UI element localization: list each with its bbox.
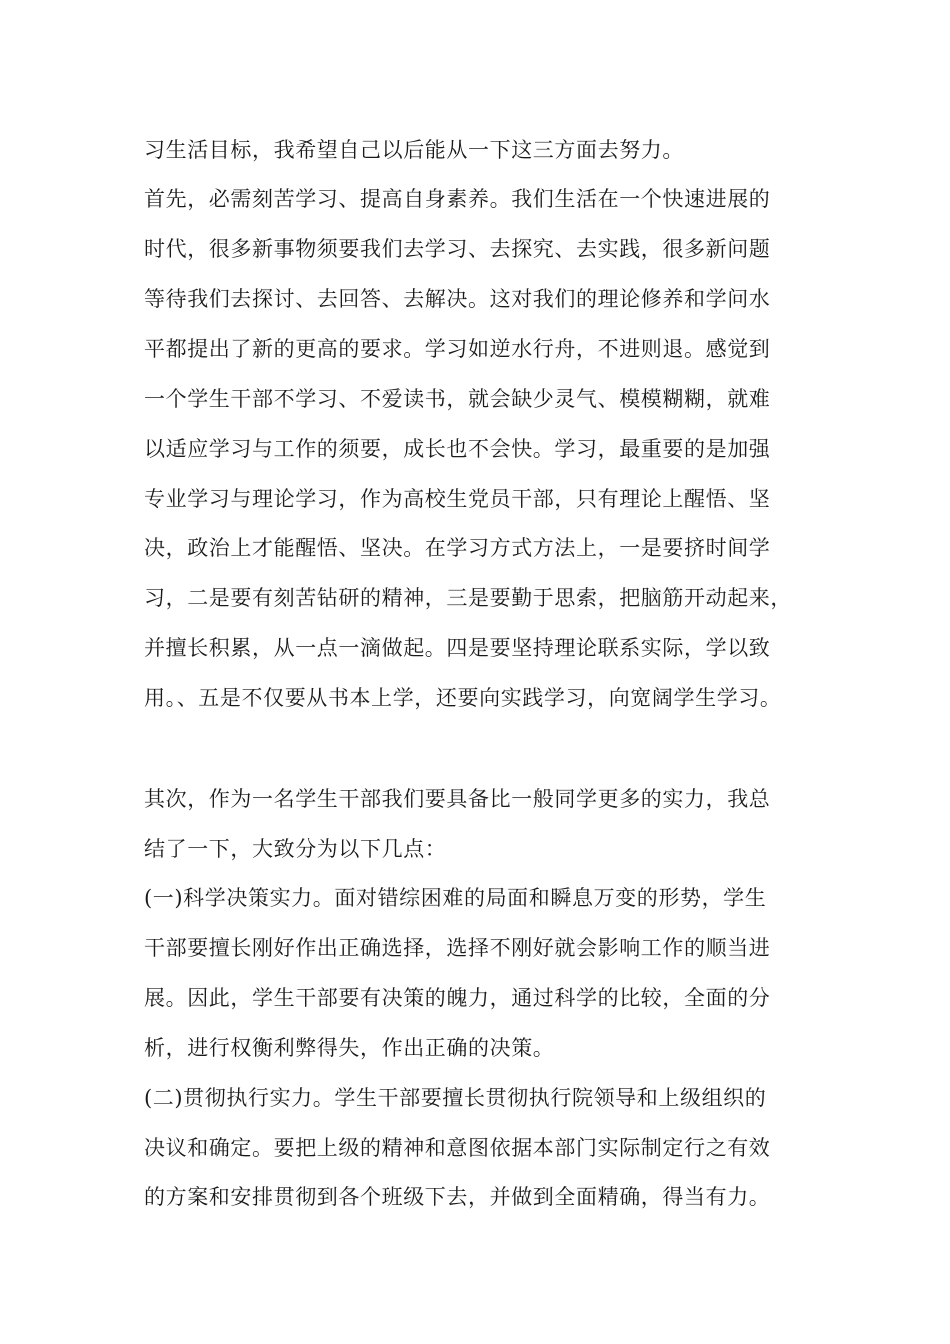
text-line: 专业学习与理论学习，作为高校生党员干部，只有理论上醒悟、坚 xyxy=(144,487,771,511)
text-line: 平都提出了新的更高的要求。学习如逆水行舟，不进则退。感觉到 xyxy=(144,337,771,361)
text-line: 习生活目标，我希望自己以后能从一下这三方面去努力。 xyxy=(144,138,684,162)
text-line: (二)贯彻执行实力。学生干部要擅长贯彻执行院领导和上级组织的 xyxy=(144,1086,767,1110)
text-line: 决，政治上才能醒悟、坚决。在学习方式方法上，一是要挤时间学 xyxy=(144,536,771,560)
text-line: 习，二是要有刻苦钻研的精神，三是要勤于思索，把脑筋开动起来， xyxy=(144,586,792,610)
text-line: 干部要擅长刚好作出正确选择，选择不刚好就会影响工作的顺当进 xyxy=(144,936,771,960)
text-line: (一)科学决策实力。面对错综困难的局面和瞬息万变的形势，学生 xyxy=(144,886,767,910)
text-line: 结了一下，大致分为以下几点： xyxy=(144,837,447,861)
text-line: 首先，必需刻苦学习、提高自身素养。我们生活在一个快速进展的 xyxy=(144,187,771,211)
text-line: 决议和确定。要把上级的精神和意图依据本部门实际制定行之有效 xyxy=(144,1136,771,1160)
text-line: 析，进行权衡利弊得失，作出正确的决策。 xyxy=(144,1036,555,1060)
text-line: 其次，作为一名学生干部我们要具备比一般同学更多的实力，我总 xyxy=(144,787,771,811)
text-line: 以适应学习与工作的须要，成长也不会快。学习，最重要的是加强 xyxy=(144,437,771,461)
text-line: 用。、五是不仅要从书本上学，还要向实践学习，向宽阔学生学习。 xyxy=(144,686,782,710)
text-line: 并擅长积累，从一点一滴做起。四是要坚持理论联系实际，学以致 xyxy=(144,636,771,660)
text-line: 时代，很多新事物须要我们去学习、去探究、去实践，很多新问题 xyxy=(144,237,771,261)
text-line: 展。因此，学生干部要有决策的魄力，通过科学的比较，全面的分 xyxy=(144,986,771,1010)
text-line: 等待我们去探讨、去回答、去解决。这对我们的理论修养和学问水 xyxy=(144,287,771,311)
text-line: 的方案和安排贯彻到各个班级下去，并做到全面精确，得当有力。 xyxy=(144,1185,771,1209)
text-line: 一个学生干部不学习、不爱读书，就会缺少灵气、模模糊糊，就难 xyxy=(144,387,771,411)
